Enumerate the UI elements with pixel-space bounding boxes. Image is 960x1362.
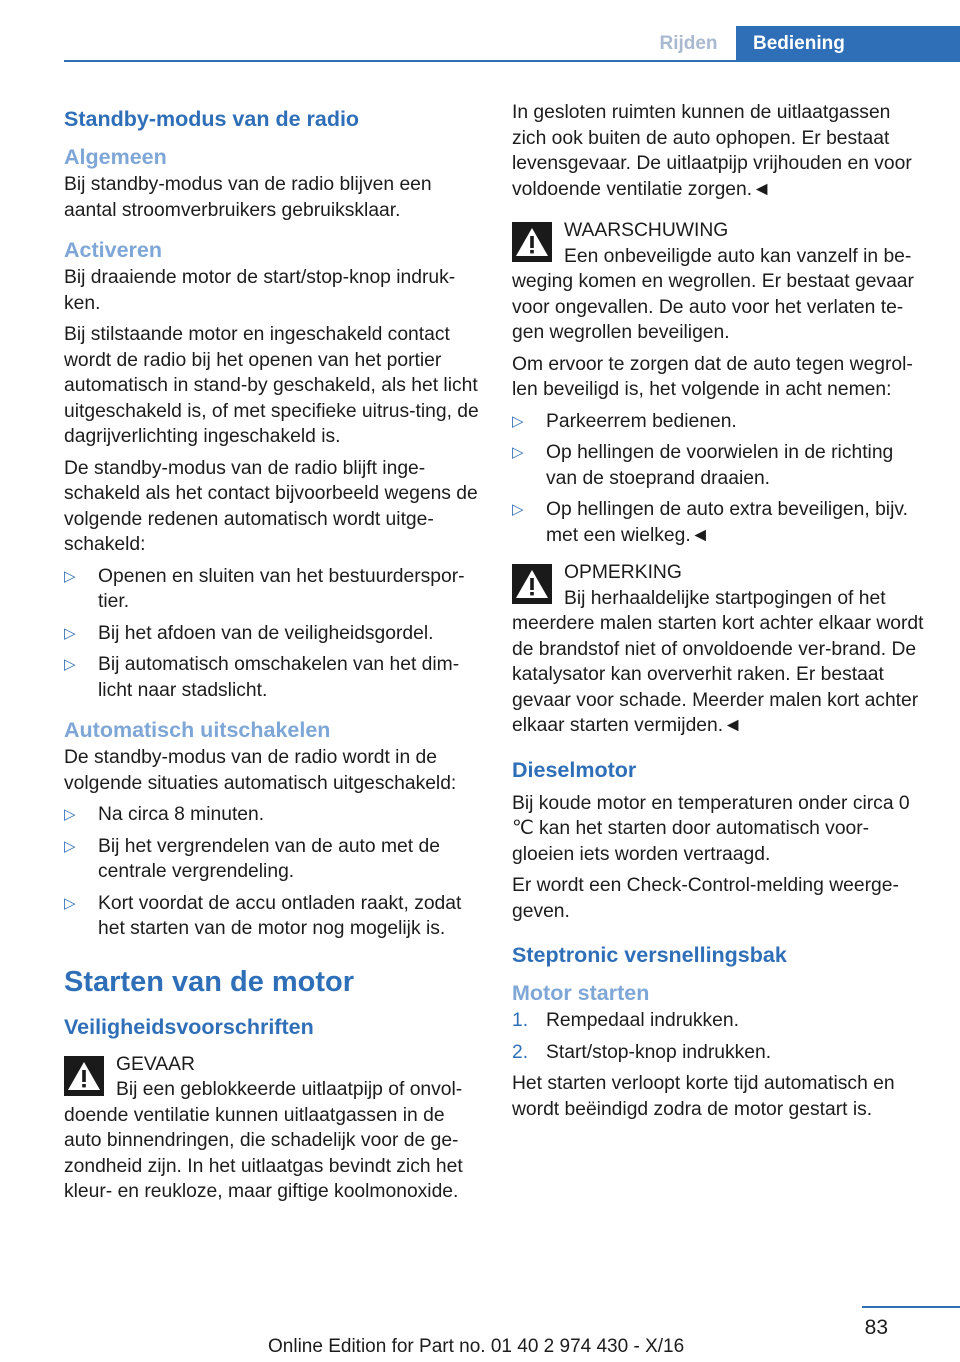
list-item [64,891,480,942]
para-motor-starten: Het starten verloopt korte tijd automatisch en wordt beëindigd zodra de motor gestart is. [512,1073,895,1120]
list-item [64,621,480,647]
warning-triangle-icon [512,564,552,604]
list-item-text: Parkeerrem bedienen. [546,410,737,432]
list-activeren [64,564,480,704]
list-item [512,497,928,548]
heading-motor-starten: Motor starten [512,981,650,1005]
para-activeren-2: Bij stilstaande motor en ingeschakeld contact wordt de radio bij het openen van het portier automatisch in stand-by geschakeld, als het licht uitgeschakeld is, of met specifieke uitrus-ting, de dagrijverlichting ingeschakeld is. [64,324,479,447]
para-automatisch: De standby-modus van de radio wordt in de volgende situaties automatisch uitgeschakeld: [64,747,457,794]
edition-note: Online Edition for Part no. 01 40 2 974 430 - X/16 [268,1336,685,1357]
heading-dieselmotor: Dieselmotor [512,757,637,782]
list-item [512,1040,928,1066]
triangle-bullet-icon: ▷ [64,894,76,912]
list-item-text: Kort voordat de accu ontladen raakt, zodat het starten van de motor nog mogelijk is. [98,892,462,939]
right-column [512,100,928,1128]
para-wegrollen: Om ervoor te zorgen dat de auto tegen wegrol-len beveiligd is, het volgende in acht nemen: [512,353,913,400]
triangle-bullet-icon: ▷ [64,567,76,585]
list-item-text: Openen en sluiten van het bestuurderspor-tier. [98,565,465,612]
tab-rijden[interactable]: Rijden [659,33,718,54]
warning-triangle-icon [64,1056,104,1096]
list-number: 1. [512,1010,529,1031]
para-activeren-3: De standby-modus van de radio blijft inge-schakeld als het contact bijvoorbeeld wegens de volgende redenen automatisch wordt uitge-schakeld: [64,457,478,555]
warning-label: WAARSCHUWING [564,220,729,241]
list-item [64,652,480,703]
triangle-bullet-icon: ▷ [512,412,524,430]
heading-veiligheid: Veiligheidsvoorschriften [64,1014,314,1039]
para-continued: In gesloten ruimten kunnen de uitlaatgassen zich ook buiten de auto ophopen. Er bestaat levensgevaar. De uitlaatpijp vrijhouden en voor voldoende ventilatie zorgen.◄ [512,102,912,200]
list-item [64,802,480,828]
list-item [64,564,480,615]
heading-automatisch: Automatisch uitschakelen [64,718,331,742]
list-automatisch [64,802,480,942]
tab-bediening[interactable]: Bediening [736,26,960,62]
list-motor-starten [512,1008,928,1065]
list-number: 2. [512,1041,529,1063]
list-item-text: Bij het vergrendelen van de auto met de centrale vergrendeling. [98,835,440,882]
triangle-bullet-icon: ▷ [64,656,76,673]
list-item-text: Op hellingen de voorwielen in de richting van de stoeprand draaien. [546,442,894,489]
header-rule [64,60,960,62]
triangle-bullet-icon: ▷ [64,837,76,855]
list-item [512,1008,928,1034]
list-item-text: Start/stop-knop indrukken. [546,1041,772,1063]
para-activeren-1: Bij draaiende motor de start/stop-knop indruk-ken. [64,267,456,314]
triangle-bullet-icon: ▷ [512,501,524,518]
list-item-text: Na circa 8 minuten. [98,804,265,825]
list-item-text: Bij automatisch omschakelen van het dim-licht naar stadslicht. [98,654,460,701]
left-column [64,100,480,1211]
list-item-text: Rempedaal indrukken. [546,1010,739,1031]
page-number: 83 [864,1316,888,1339]
list-wegrollen [512,409,928,549]
warning-label: GEVAAR [116,1053,195,1075]
list-item-text: Bij het afdoen van de veiligheidsgordel. [98,622,434,644]
warning-text: Bij een geblokkeerde uitlaatpijp of onvol-doende ventilatie kunnen uitlaatgassen in de auto binnendringen, die schadelijk voor de ge-zondheid zijn. In het uitlaatgas bevindt zich het kleur- en reukloze, maar giftige koolmonoxide. [64,1079,463,1202]
warning-triangle-icon [512,222,552,262]
warning-opmerking [512,560,928,739]
warning-text: Een onbeveiligde auto kan vanzelf in be-weging komen en wegrollen. Er bestaat gevaar voor ongevallen. De auto voor het verlaten te-gen wegrollen beveiligen. [512,245,914,343]
footer-rule [862,1306,960,1308]
para-diesel-1: Bij koude motor en temperaturen onder circa 0 ℃ kan het starten door automatisch voor-gloeien iets worden vertraagd. [512,792,910,865]
chapter-title: Starten van de motor [64,965,355,998]
list-item [64,834,480,885]
warning-gevaar [64,1052,480,1205]
heading-standby: Standby-modus van de radio [64,107,360,131]
para-diesel-2: Er wordt een Check-Control-melding weerge-geven. [512,875,899,922]
triangle-bullet-icon: ▷ [64,806,76,823]
list-item [512,440,928,491]
heading-algemeen: Algemeen [64,145,167,169]
list-item-text: Op hellingen de auto extra beveiligen, bijv. met een wielkeg.◄ [546,499,908,546]
heading-steptronic: Steptronic versnellingsbak [512,943,787,967]
list-item [512,409,928,435]
triangle-bullet-icon: ▷ [64,624,76,642]
warning-text: Bij herhaaldelijke startpogingen of het meerdere malen starten kort achter elkaar wordt de brandstof niet of onvoldoende ver-brand. De katalysator kan oververhit raken. Er bestaat gevaar voor schade. Meerder malen kort achter elkaar starten vermijden.◄ [512,587,924,736]
triangle-bullet-icon: ▷ [512,444,524,461]
para-algemeen: Bij standby-modus van de radio blijven een aantal stroomverbruikers gebruiksklaar. [64,174,432,221]
warning-waarschuwing [512,218,928,346]
warning-label: OPMERKING [564,562,682,583]
heading-activeren: Activeren [64,238,162,262]
